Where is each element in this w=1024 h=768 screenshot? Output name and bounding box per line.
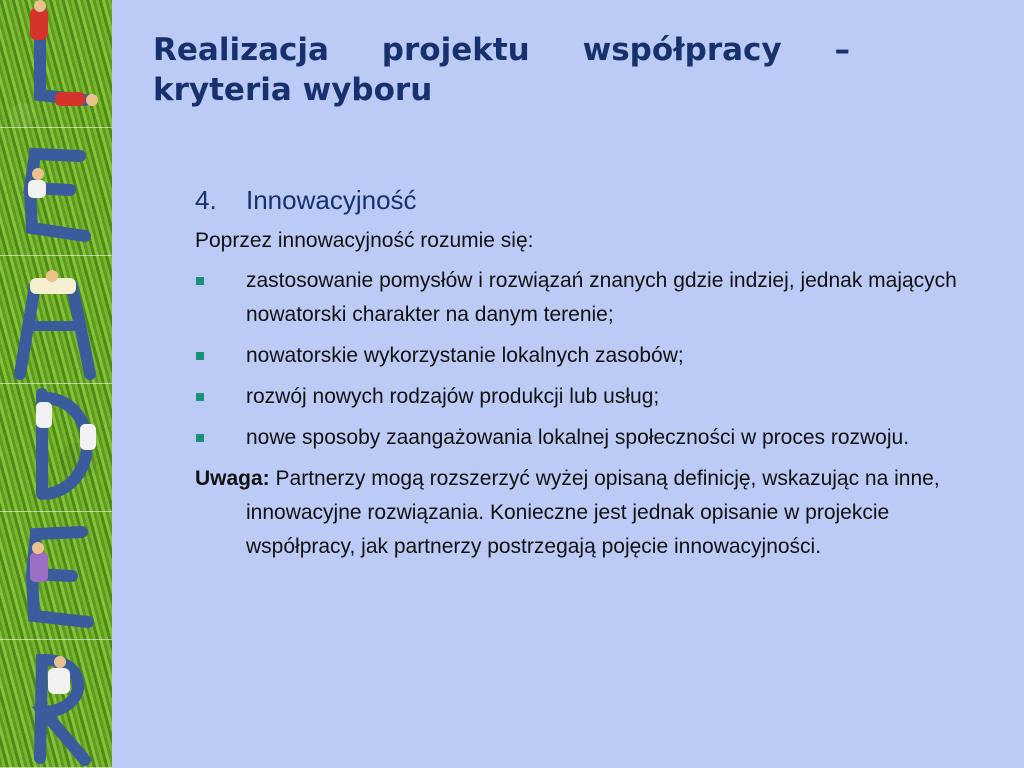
note-label: Uwaga: [195, 467, 270, 490]
photo-people-letter-e [0, 128, 112, 256]
note-text: Partnerzy mogą rozszerzyć wyżej opisaną definicję, wskazując na inne, innowacyjne rozwiązania. Konieczne jest jednak opisanie w projekcie współpracy, jak partnerzy postrzegają pojęcie innowacyjności. [246, 467, 940, 558]
section-heading [195, 182, 975, 218]
title-line-2: kryteria wyboru [153, 72, 433, 108]
square-bullet-icon [195, 380, 246, 414]
bullet-list [195, 264, 975, 455]
section-heading-text: Innowacyjność [246, 185, 417, 215]
intro-text: Poprzez innowacyjność rozumie się: [195, 229, 534, 252]
photo-people-letter-a [0, 256, 112, 384]
list-item [195, 421, 975, 455]
square-bullet-icon [195, 339, 246, 373]
title-word: Realizacja [153, 32, 329, 68]
note-paragraph [195, 462, 975, 564]
photo-people-letter-l [0, 0, 112, 128]
list-item-text: nowatorskie wykorzystanie lokalnych zasobów; [246, 344, 684, 367]
photo-people-letter-r [0, 640, 112, 768]
list-item-text: nowe sposoby zaangażowania lokalnej społeczności w proces rozwoju. [246, 426, 910, 449]
list-item [195, 339, 975, 373]
decorative-photo-strip [0, 0, 112, 768]
title-word: projektu [381, 32, 530, 68]
title-line-1 [153, 30, 850, 70]
title-word: współpracy [582, 32, 782, 68]
list-item [195, 380, 975, 414]
section-number: 4. [195, 185, 217, 215]
photo-people-letter-d [0, 384, 112, 512]
list-item-text: rozwój nowych rodzajów produkcji lub usług; [246, 385, 660, 408]
square-bullet-icon [195, 421, 246, 455]
square-bullet-icon [195, 264, 246, 332]
slide-title [153, 30, 853, 110]
title-word: – [834, 32, 850, 68]
list-item [195, 264, 975, 332]
list-item-text: zastosowanie pomysłów i rozwiązań znanych gdzie indziej, jednak mających nowatorski charakter na danym terenie; [246, 269, 957, 326]
photo-people-letter-e-second [0, 512, 112, 640]
slide-body [195, 182, 975, 564]
